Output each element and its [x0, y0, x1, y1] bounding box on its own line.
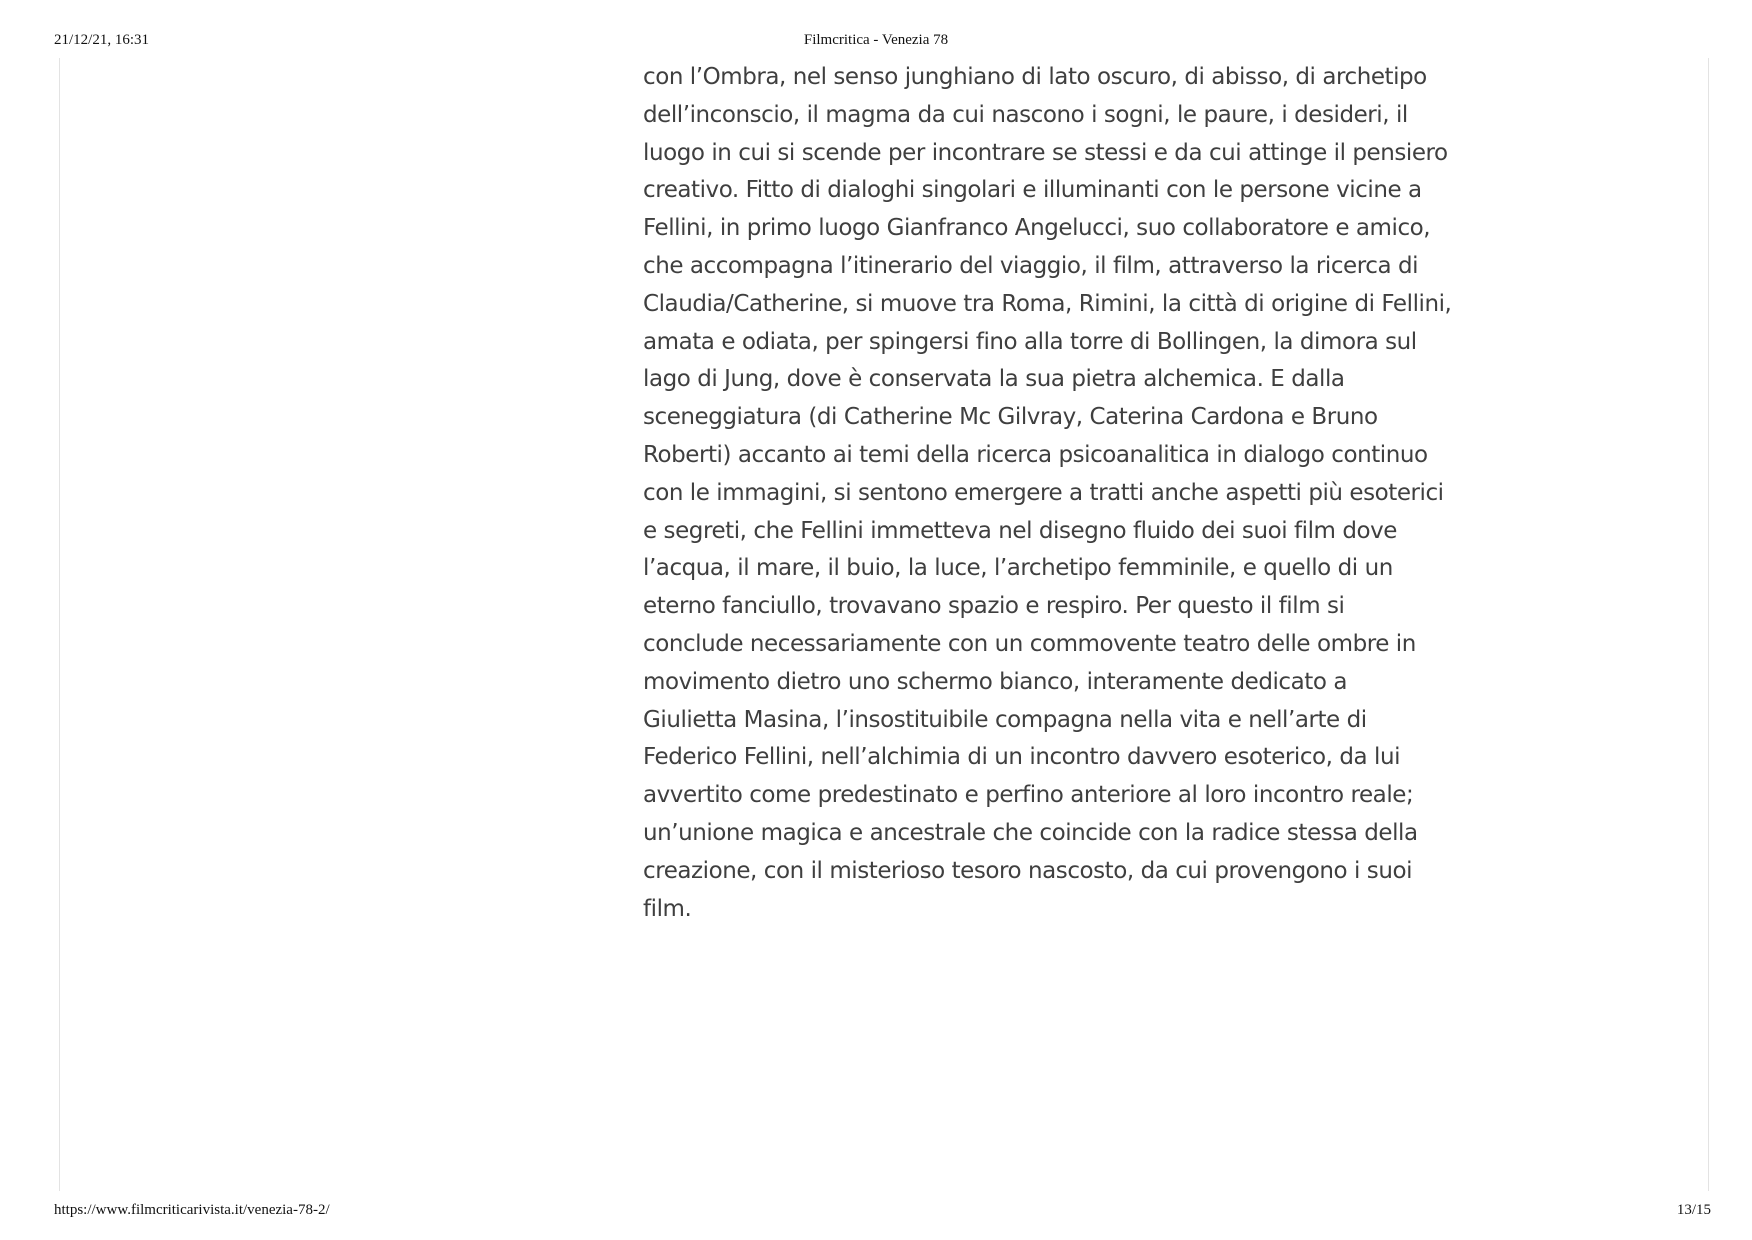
- article-line: film.: [643, 895, 692, 922]
- article-line: luogo in cui si scende per incontrare se stessi e da cui attinge il pensiero: [643, 139, 1448, 166]
- article-line: movimento dietro uno schermo bianco, interamente dedicato a: [643, 668, 1347, 695]
- article-line: dell’inconscio, il magma da cui nascono i sogni, le paure, i desideri, il: [643, 101, 1408, 128]
- article-line: con l’Ombra, nel senso junghiano di lato oscuro, di abisso, di archetipo: [643, 64, 1427, 90]
- print-page-title: Filmcritica - Venezia 78: [803, 32, 949, 48]
- article-line: lago di Jung, dove è conservata la sua pietra alchemica. E dalla: [643, 366, 1345, 393]
- article-line: amata e odiata, per spingersi fino alla torre di Bollingen, la dimora sul: [643, 328, 1417, 355]
- article-paragraph: [643, 59, 1452, 928]
- right-border-line: [1708, 58, 1709, 1191]
- article-line: Claudia/Catherine, si muove tra Roma, Rimini, la città di origine di Fellini,: [643, 290, 1452, 317]
- article-line: conclude necessariamente con un commovente teatro delle ombre in: [643, 630, 1416, 657]
- article-line: Roberti) accanto ai temi della ricerca psicoanalitica in dialogo continuo: [643, 441, 1428, 468]
- article-line: Giulietta Masina, l’insostituibile compagna nella vita e nell’arte di: [643, 706, 1367, 733]
- article-line: che accompagna l’itinerario del viaggio, il film, attraverso la ricerca di: [643, 252, 1419, 279]
- article-line: e segreti, che Fellini immetteva nel disegno fluido dei suoi film dove: [643, 517, 1397, 544]
- article-line: sceneggiatura (di Catherine Mc Gilvray, Caterina Cardona e Bruno: [643, 404, 1378, 431]
- article-line: con le immagini, si sentono emergere a tratti anche aspetti più esoterici: [643, 479, 1444, 506]
- left-border-line: [59, 58, 60, 1191]
- article-line: avvertito come predestinato e perfino anteriore al loro incontro reale;: [643, 782, 1414, 809]
- article-line: creativo. Fitto di dialoghi singolari e illuminanti con le persone vicine a: [643, 177, 1422, 204]
- article-line: creazione, con il misterioso tesoro nascosto, da cui provengono i suoi: [643, 857, 1413, 884]
- article-line: Federico Fellini, nell’alchimia di un incontro davvero esoterico, da lui: [643, 744, 1401, 771]
- article-line: eterno fanciullo, trovavano spazio e respiro. Per questo il film si: [643, 593, 1345, 620]
- article-line: un’unione magica e ancestrale che coincide con la radice stessa della: [643, 819, 1418, 846]
- print-date: 21/12/21, 16:31: [54, 32, 150, 48]
- print-url: https://www.filmcriticarivista.it/venezia-78-2/: [54, 1202, 330, 1218]
- print-page-number: 13/15: [1676, 1202, 1711, 1218]
- article-line: l’acqua, il mare, il buio, la luce, l’archetipo femminile, e quello di un: [643, 555, 1393, 582]
- article-line: Fellini, in primo luogo Gianfranco Angelucci, suo collaboratore e amico,: [643, 215, 1431, 242]
